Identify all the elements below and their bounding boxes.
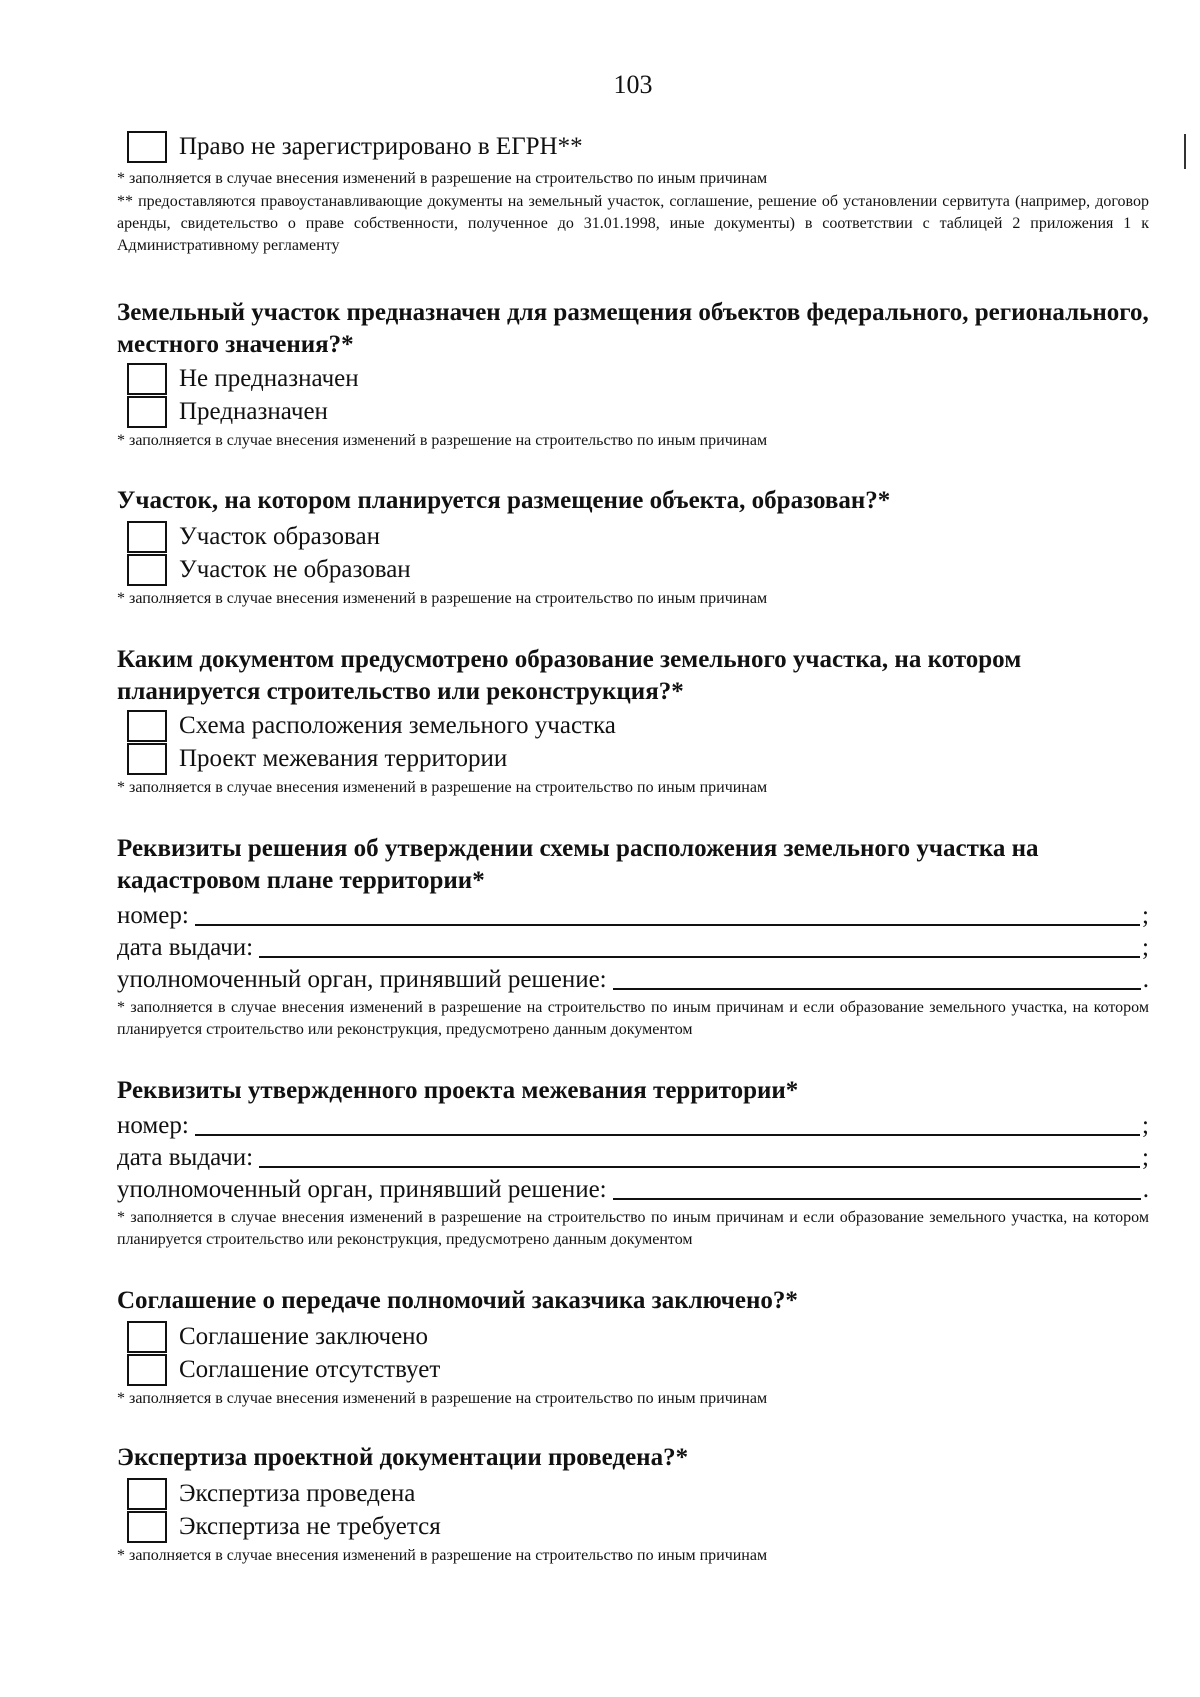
field-end-punct: ; <box>1142 902 1149 929</box>
question-heading-scheme-decision: Реквизиты решения об утверждении схемы расположения земельного участка на кадастровом плане территории* <box>117 835 1039 894</box>
checkbox[interactable] <box>127 521 167 553</box>
field-issue-date <box>117 930 1149 964</box>
option-layout-scheme[interactable] <box>127 709 616 743</box>
field-authority <box>117 1172 1149 1206</box>
checkbox[interactable] <box>127 131 167 163</box>
field-label: дата выдачи: <box>117 1144 254 1171</box>
checkbox[interactable] <box>127 743 167 775</box>
option-expertise-not-required[interactable] <box>127 1510 441 1544</box>
question-heading-survey-project: Реквизиты утвержденного проекта межевания территории* <box>117 1077 799 1104</box>
checkbox[interactable] <box>127 363 167 395</box>
question-heading-expertise: Экспертиза проектной документации проведена?* <box>117 1444 689 1471</box>
field-label: уполномоченный орган, принявший решение: <box>117 966 607 993</box>
option-label: Соглашение отсутствует <box>179 1356 441 1383</box>
checkbox[interactable] <box>127 1321 167 1353</box>
field-issue-date <box>117 1140 1149 1174</box>
field-end-punct: ; <box>1142 1144 1149 1171</box>
footnote-double-star: ** предоставляются правоустанавливающие документы на земельный участок, соглашение, решение об установлении сервитута (например, договор аренды, свидетельство о праве собственности, полученное до 31.01.1998, иные документы) в соответствии с таблицей 2 приложения 1 к Административному регламенту <box>117 193 1149 254</box>
checkbox[interactable] <box>127 554 167 586</box>
footnote-star: * заполняется в случае внесения изменений в разрешение на строительство по иным причинам <box>117 170 768 187</box>
option-label: Схема расположения земельного участка <box>179 712 616 739</box>
field-authority <box>117 962 1149 996</box>
field-number <box>117 898 1149 932</box>
field-end-punct: ; <box>1142 1112 1149 1139</box>
footnote-star: * заполняется в случае внесения изменений в разрешение на строительство по иным причинам <box>117 779 768 796</box>
footnote-star-doc: * заполняется в случае внесения изменений в разрешение на строительство по иным причинам и если образование земельного участка, на котором планируется строительство или реконструкция, предусмотрено данным документом <box>117 999 1149 1038</box>
field-end-punct: . <box>1142 1176 1149 1203</box>
checkbox[interactable] <box>127 1511 167 1543</box>
option-agreement-concluded[interactable] <box>127 1320 428 1354</box>
number-input-line[interactable] <box>195 1108 1140 1136</box>
field-end-punct: ; <box>1142 934 1149 961</box>
question-heading-plot-formed: Участок, на котором планируется размещение объекта, образован?* <box>117 487 891 514</box>
option-plot-formed[interactable] <box>127 520 380 554</box>
footnote-star-doc: * заполняется в случае внесения изменений в разрешение на строительство по иным причинам и если образование земельного участка, на котором планируется строительство или реконструкция, предусмотрено данным документом <box>117 1209 1149 1248</box>
option-agreement-absent[interactable] <box>127 1353 440 1387</box>
question-heading-formation-document: Каким документом предусмотрено образование земельного участка, на котором планируется строительство или реконструкция?* <box>117 646 1022 705</box>
option-plot-not-formed[interactable] <box>127 553 411 587</box>
option-label: Предназначен <box>179 398 328 425</box>
margin-rule <box>1184 134 1186 169</box>
option-label: Не предназначен <box>179 365 359 392</box>
checkbox[interactable] <box>127 1354 167 1386</box>
footnote-star: * заполняется в случае внесения изменений в разрешение на строительство по иным причинам <box>117 1547 768 1564</box>
option-label: Участок образован <box>179 523 380 550</box>
field-label: номер: <box>117 902 189 929</box>
option-expertise-done[interactable] <box>127 1477 415 1511</box>
option-label: Экспертиза не требуется <box>179 1513 441 1540</box>
option-label: Участок не образован <box>179 556 411 583</box>
option-survey-project[interactable] <box>127 742 507 776</box>
footnote-star: * заполняется в случае внесения изменений в разрешение на строительство по иным причинам <box>117 590 768 607</box>
option-label: Соглашение заключено <box>179 1323 429 1350</box>
field-label: номер: <box>117 1112 189 1139</box>
option-label: Проект межевания территории <box>179 745 508 772</box>
checkbox[interactable] <box>127 710 167 742</box>
number-input-line[interactable] <box>195 898 1140 926</box>
field-label: уполномоченный орган, принявший решение: <box>117 1176 607 1203</box>
option-intended[interactable] <box>127 395 328 429</box>
question-heading-purpose: Земельный участок предназначен для размещения объектов федерального, регионального, местного значения?* <box>117 299 1149 358</box>
field-number <box>117 1108 1149 1142</box>
field-label: дата выдачи: <box>117 934 254 961</box>
issue-date-input-line[interactable] <box>259 930 1140 958</box>
option-right-not-registered[interactable] <box>127 130 583 164</box>
question-heading-customer-agreement: Соглашение о передаче полномочий заказчика заключено?* <box>117 1287 798 1314</box>
footnote-star: * заполняется в случае внесения изменений в разрешение на строительство по иным причинам <box>117 432 768 449</box>
checkbox[interactable] <box>127 396 167 428</box>
option-not-intended[interactable] <box>127 362 359 396</box>
option-label: Экспертиза проведена <box>179 1480 416 1507</box>
page-number: 103 <box>613 70 653 99</box>
issue-date-input-line[interactable] <box>259 1140 1140 1168</box>
authority-input-line[interactable] <box>613 1172 1141 1200</box>
option-label: Право не зарегистрировано в ЕГРН** <box>179 133 583 160</box>
footnote-star: * заполняется в случае внесения изменений в разрешение на строительство по иным причинам <box>117 1390 768 1407</box>
checkbox[interactable] <box>127 1478 167 1510</box>
field-end-punct: . <box>1142 966 1149 993</box>
authority-input-line[interactable] <box>613 962 1141 990</box>
